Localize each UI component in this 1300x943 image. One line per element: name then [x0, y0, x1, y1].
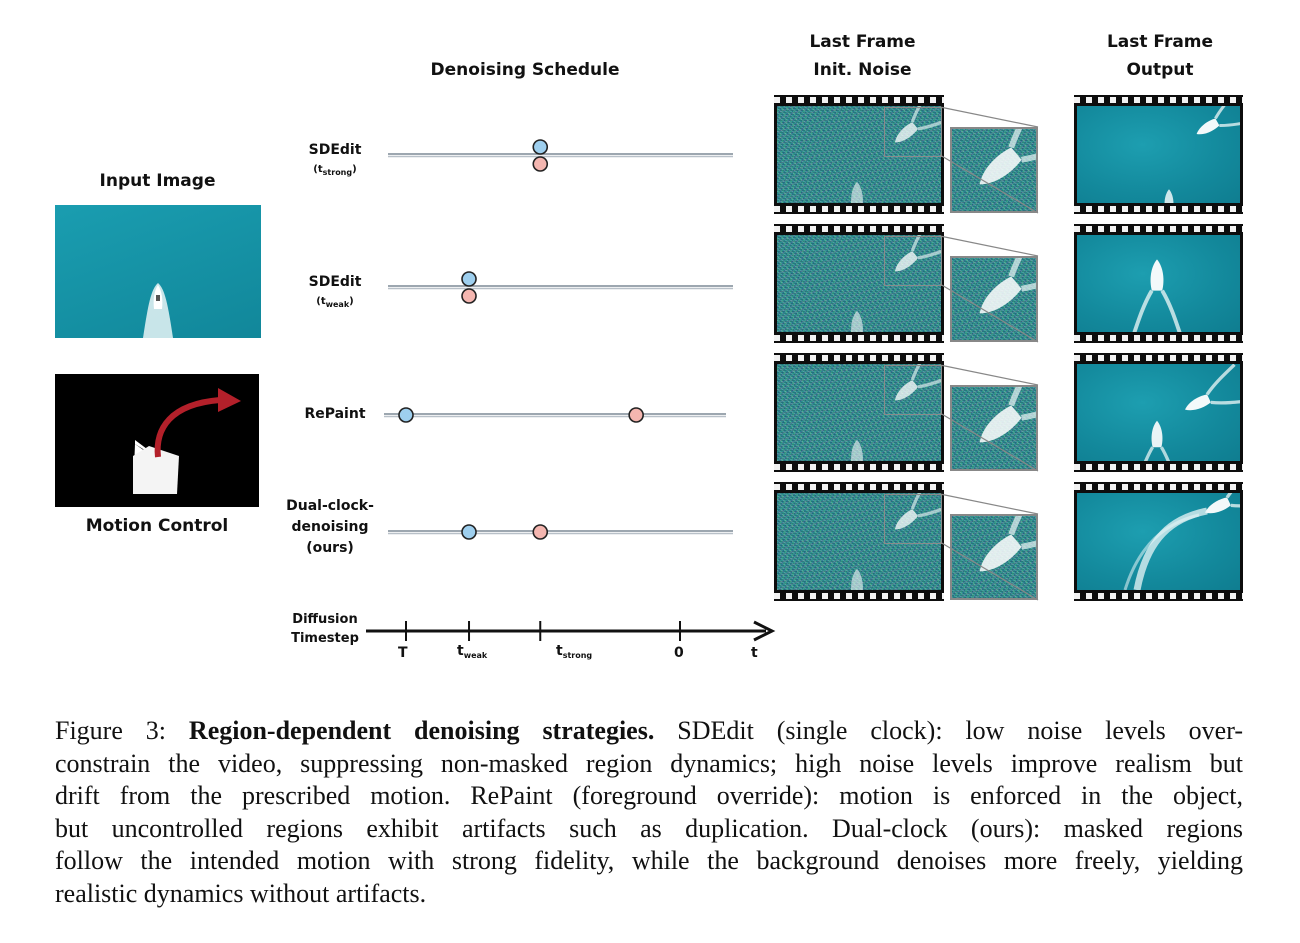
row-label-dual-clock: Dual-clock- denoising (ours) — [286, 498, 374, 556]
pink-dot — [533, 157, 547, 171]
tick-label-t-strong: $t_{strong}$ — [556, 643, 593, 660]
tick-label-T: T — [398, 645, 408, 661]
output-frame — [1074, 353, 1243, 472]
caption-line-2: constrain the video, suppressing non-masked region dynamics; high noise levels improve realism but — [55, 748, 1243, 778]
zoom-inset — [950, 514, 1038, 600]
tick-label-zero: 0 — [674, 645, 684, 661]
zoom-inset — [950, 256, 1038, 342]
caption-line-3: drift from the prescribed motion. RePaint (foreground override): motion is enforced in the object, — [55, 781, 1243, 810]
blue-dot — [533, 140, 547, 154]
zoom-region-box — [884, 236, 942, 286]
pink-dot — [462, 289, 476, 303]
output-frame — [1074, 224, 1243, 343]
blue-dot — [462, 272, 476, 286]
row-label-sdedit-weak: SDEdit $(t_{weak})$ — [308, 274, 362, 309]
init-noise-title: Last Frame Init. Noise — [809, 32, 916, 80]
axis-end-label: t — [751, 645, 758, 661]
zoom-region-box — [884, 494, 942, 544]
zoom-inset — [950, 385, 1038, 471]
row-label-sdedit-strong: SDEdit $(t_{strong})$ — [308, 142, 362, 177]
zoom-region-box — [884, 365, 942, 415]
blue-dot — [462, 525, 476, 539]
output-frame — [1074, 482, 1243, 601]
motion-control-title: Motion Control — [85, 516, 229, 536]
blue-dot — [399, 408, 413, 422]
caption-line-4: but uncontrolled regions exhibit artifacts such as duplication. Dual-clock (ours): masked regions — [55, 813, 1243, 843]
caption-line-5: follow the intended motion with strong fidelity, while the background denoises more freely, yielding — [55, 846, 1243, 875]
zoom-region-box — [884, 107, 942, 157]
zoom-inset — [950, 127, 1038, 213]
output-frame — [1074, 95, 1243, 214]
pink-dot — [533, 525, 547, 539]
pink-dot — [629, 408, 643, 422]
input-image-title: Input Image — [99, 171, 216, 191]
caption-line-1: Figure 3: Region-dependent denoising strategies. SDEdit (single clock): low noise levels over- — [55, 716, 1244, 745]
row-label-repaint: RePaint — [304, 406, 366, 422]
figure-caption — [55, 715, 1243, 910]
denoising-schedule-title: Denoising Schedule — [430, 60, 620, 80]
output-title: Last Frame Output — [1106, 32, 1214, 80]
tick-label-t-weak: $t_{weak}$ — [457, 643, 488, 660]
axis-label: Diffusion Timestep — [291, 612, 359, 646]
caption-line-6: realistic dynamics without artifacts. — [55, 878, 427, 908]
